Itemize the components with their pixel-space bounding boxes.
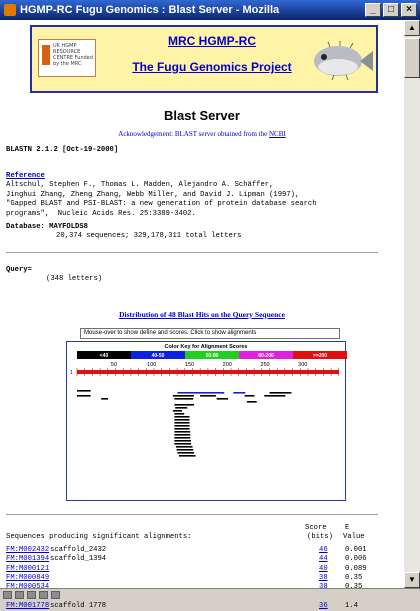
reference-line-1: Altschul, Stephen F., Thomas L. Madden, Alejandro A. Schäffer, (6, 181, 274, 189)
sequence-id-link[interactable]: FM:M001778 (6, 601, 50, 610)
banner-link-hgmp[interactable]: MRC HGMP-RC (168, 34, 256, 48)
sequence-id-link[interactable]: FM:M000849 (6, 573, 50, 582)
reference-line-3: "Gapped BLAST and PSI-BLAST: a new generation of protein database search (6, 200, 317, 208)
hit-bar[interactable] (77, 395, 91, 397)
hit-bar[interactable] (174, 404, 194, 406)
logo-text: UK HGMP RESOURCE CENTRE Funded by the MRC (53, 43, 94, 67)
col-e-header: E (345, 524, 350, 532)
header-banner (30, 25, 378, 93)
ruler-tick-label: 300 (298, 362, 308, 368)
hit-bar[interactable] (174, 398, 193, 400)
hit-bar[interactable] (174, 434, 190, 436)
hit-bar[interactable] (173, 410, 182, 412)
hit-bar[interactable] (174, 413, 184, 415)
col-score-bits: (bits) (307, 533, 333, 541)
table-row (6, 574, 376, 583)
hit-bar[interactable] (177, 452, 194, 454)
hit-bar[interactable] (174, 416, 189, 418)
divider (6, 252, 378, 253)
hit-bar[interactable] (247, 401, 257, 403)
window-titlebar[interactable] (0, 0, 420, 20)
hint-field: Mouse-over to show define and scores. Click to show alignments (80, 328, 340, 339)
hit-bar[interactable] (179, 455, 196, 457)
ruler-tick-label: 50 (110, 362, 118, 368)
hit-bar[interactable] (77, 390, 91, 392)
ack-text: Acknowledgement: BLAST server obtained from the (118, 130, 269, 138)
page-title: Blast Server (164, 108, 240, 123)
database-stats: 20,374 sequences; 329,178,311 total letters (56, 232, 242, 240)
vertical-scrollbar[interactable] (404, 20, 420, 588)
ruler-tick-label: 150 (184, 362, 195, 368)
hit-bar[interactable] (174, 443, 191, 445)
sequence-description: scaffold_1394 (50, 555, 107, 564)
evalue: 0.006 (345, 555, 367, 564)
ruler-tick-label: 100 (147, 362, 157, 368)
score-link[interactable]: 44 (319, 555, 328, 564)
evalue: 0.089 (345, 564, 367, 573)
table-row (6, 602, 376, 611)
hit-bar[interactable] (174, 431, 190, 433)
status-bar (0, 588, 420, 600)
scroll-up-icon[interactable]: ▲ (404, 20, 420, 36)
hit-bar[interactable] (173, 395, 194, 397)
color-key-label: 80-200 (258, 353, 274, 359)
color-key-label: 50-80 (205, 353, 219, 359)
hit-bar[interactable] (245, 395, 255, 397)
score-link[interactable]: 36 (319, 601, 328, 610)
sequence-id-link[interactable]: FM:M000121 (6, 564, 50, 573)
score-link[interactable]: 46 (319, 546, 328, 554)
hit-bar[interactable] (200, 395, 216, 397)
ncbi-link[interactable]: NCBI (269, 130, 286, 138)
sequence-description: scaffold_2432 (50, 546, 107, 554)
query-length: (348 letters) (46, 275, 103, 283)
hit-bar[interactable] (174, 422, 189, 424)
hit-bar[interactable] (177, 392, 224, 394)
hit-bar[interactable] (174, 419, 189, 421)
results-heading: Sequences producing significant alignments: (6, 533, 192, 541)
hits-svg[interactable] (67, 342, 345, 500)
pufferfish-icon (310, 37, 374, 83)
table-row (6, 555, 376, 564)
mail-icon[interactable] (15, 591, 24, 599)
navigator-icon[interactable] (3, 591, 12, 599)
sequence-id-link[interactable]: FM:M001394 (6, 555, 50, 564)
ruler-start-label: 1 (70, 370, 73, 376)
hit-bar[interactable] (174, 437, 190, 439)
hit-bar[interactable] (176, 446, 193, 448)
mozilla-icon (4, 4, 16, 16)
security-icon (51, 591, 60, 599)
scroll-down-icon[interactable]: ▼ (404, 572, 420, 588)
evalue: 0.35 (345, 573, 363, 582)
hit-bar[interactable] (174, 425, 189, 427)
minimize-button[interactable]: _ (365, 3, 381, 17)
ruler-tick-label: 200 (222, 362, 232, 368)
hit-bar[interactable] (217, 398, 228, 400)
window-title: HGMP-RC Fugu Genomics : Blast Server - Mozilla (20, 4, 280, 16)
addressbook-icon[interactable] (39, 591, 48, 599)
evalue: 0.001 (345, 546, 367, 554)
sequence-description: scaffold 1778 (50, 601, 107, 610)
query-label: Query= (6, 266, 32, 274)
divider-2 (6, 514, 378, 515)
evalue: 1.4 (345, 601, 358, 610)
col-e-value: Value (343, 533, 365, 541)
score-link[interactable]: 38 (319, 573, 328, 582)
hit-bar[interactable] (175, 407, 187, 409)
reference-line-4: programs", Nucleic Acids Res. 25:3389-3402. (6, 209, 196, 218)
maximize-button[interactable]: □ (383, 3, 399, 17)
blast-hits-graphic[interactable] (66, 341, 346, 501)
score-link[interactable]: 40 (319, 564, 328, 573)
database-label: Database: MAYFOLDS8 (6, 223, 88, 231)
color-key-label: 40-50 (151, 353, 165, 359)
color-key-label: <40 (99, 353, 109, 359)
table-row (6, 546, 376, 555)
color-key-title: Color Key for Alignment Scores (164, 344, 248, 350)
hit-bar[interactable] (177, 449, 194, 451)
color-key-label: >=200 (312, 353, 328, 359)
page-viewport[interactable] (0, 20, 404, 610)
hit-bar[interactable] (101, 398, 108, 400)
scroll-thumb[interactable] (404, 38, 420, 78)
blast-version: BLASTN 2.1.2 [Oct-19-2000] (6, 146, 119, 154)
reference-link[interactable]: Reference (6, 172, 45, 180)
reference-line-2: Jinghui Zhang, Zheng Zhang, Webb Miller, and David J. Lipman (1997), (6, 190, 300, 199)
logo-mark-icon (42, 45, 50, 65)
hgmp-logo[interactable] (38, 39, 96, 77)
composer-icon[interactable] (27, 591, 36, 599)
table-row (6, 565, 376, 574)
acknowledgement (0, 130, 404, 138)
sequence-id-link[interactable]: FM:M002432 (6, 546, 50, 554)
col-score-header: Score (305, 524, 327, 532)
banner-link-fugu[interactable]: The Fugu Genomics Project (132, 60, 292, 74)
hit-bar[interactable] (233, 392, 245, 394)
hit-bar[interactable] (270, 392, 292, 394)
hit-bar[interactable] (174, 440, 191, 442)
ruler-tick-label: 250 (260, 362, 270, 368)
hit-bar[interactable] (264, 395, 285, 397)
hit-bar[interactable] (174, 428, 189, 430)
distribution-title[interactable]: Distribution of 48 Blast Hits on the Query Sequence (119, 310, 285, 319)
close-button[interactable]: × (401, 3, 417, 17)
